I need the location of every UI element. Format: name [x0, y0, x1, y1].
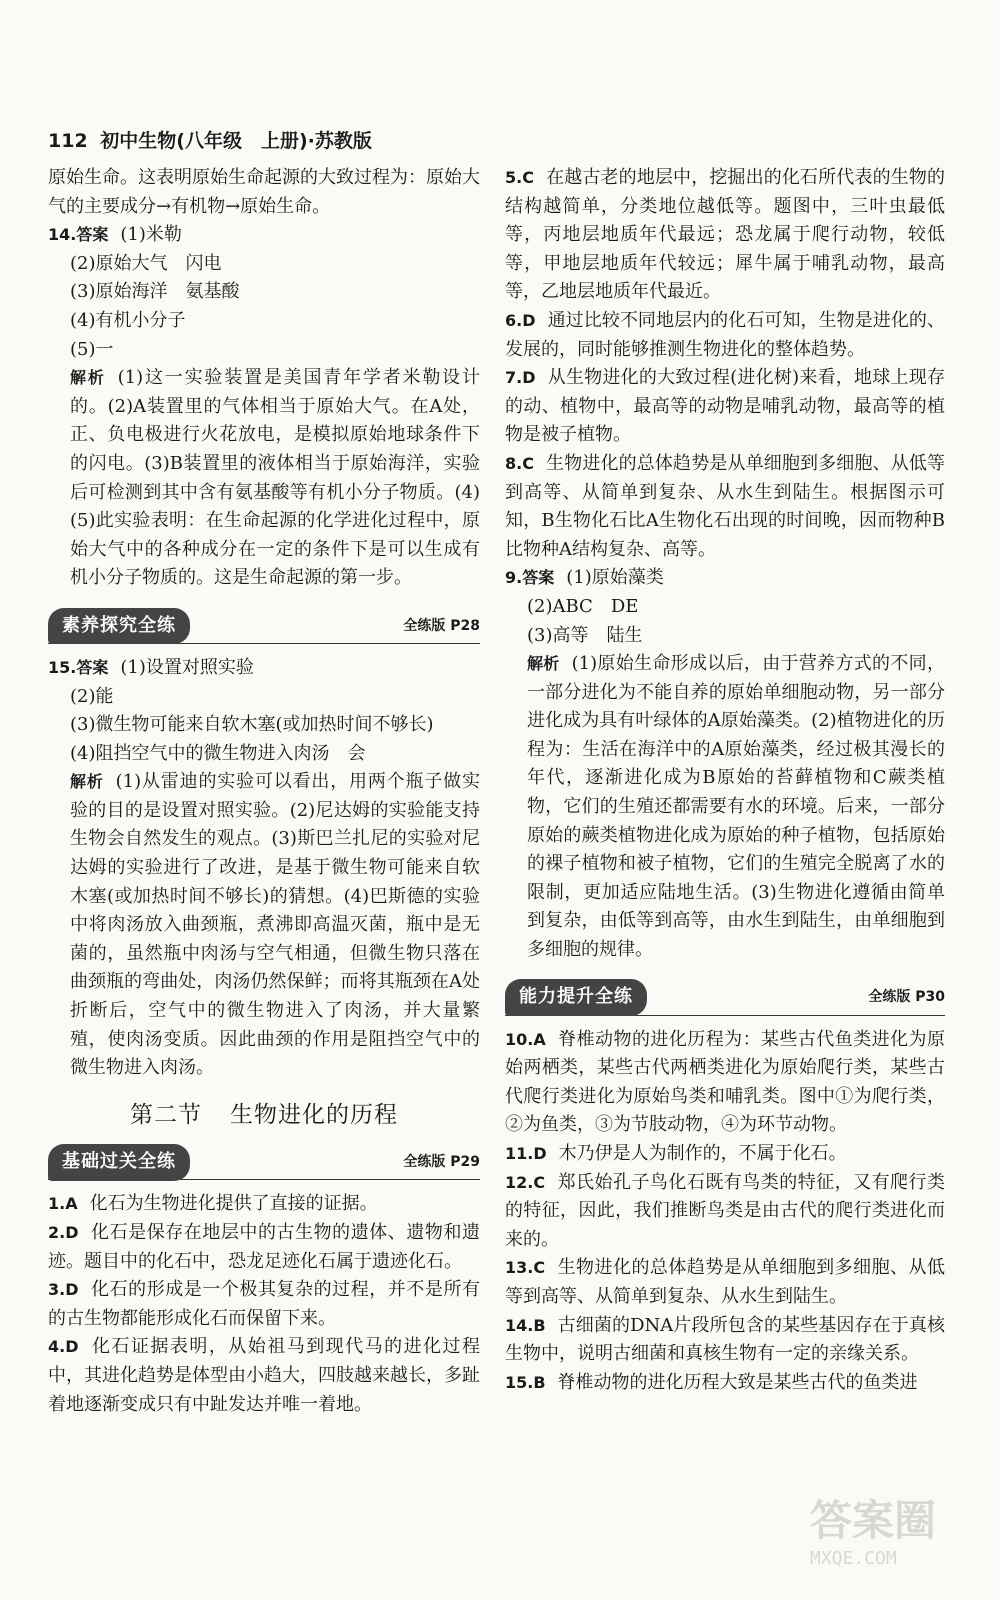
item-text: 木乃伊是人为制作的，不属于化石。	[558, 1143, 847, 1164]
item-key: 7.D	[505, 368, 536, 388]
banner-ref: 全练版 P29	[403, 1154, 480, 1171]
item-text: 从生物进化的大致过程(进化树)来看，地球上现存的动、植物中，最高等的动物是哺乳动物，最高等的植物是被子植物。	[505, 367, 945, 446]
answer-item	[505, 307, 945, 364]
answer-line: (4)阻挡空气中的微生物进入肉汤 会	[70, 742, 366, 764]
page-header	[48, 126, 372, 153]
question-15	[48, 654, 480, 1083]
question-number: 14.	[48, 225, 77, 245]
answer-item	[48, 1276, 480, 1333]
answer-item	[505, 364, 945, 450]
item-key: 15.B	[505, 1372, 546, 1392]
item-key: 8.C	[505, 453, 534, 473]
analysis-tag: 解析	[70, 772, 104, 792]
banner-ref: 全练版 P28	[403, 617, 480, 634]
item-key: 14.B	[505, 1315, 546, 1335]
answer-item	[48, 1219, 480, 1276]
watermark-logo	[810, 1488, 970, 1578]
right-column	[505, 164, 945, 1397]
answer-item	[505, 1369, 945, 1398]
item-key: 2.D	[48, 1223, 79, 1242]
question-9	[505, 564, 945, 964]
answer-tag: 答案	[76, 225, 109, 245]
answer-line: (3)微生物可能来自软木塞(或加热时间不够长)	[70, 714, 434, 736]
answer-line: (3)原始海洋 氨基酸	[70, 281, 240, 303]
analysis-text: (1)从雷迪的实验可以看出，用两个瓶子做实验的目的是设置对照实验。(2)尼达姆的实验能支持生物会自然发生的观点。(3)斯巴兰扎尼的实验对尼达姆的实验进行了改进，是基于微生物可能来自软木塞(或加热时间不够长)的猜想。(4)巴斯德的实验中将肉汤放入曲颈瓶，煮沸即高温灭菌，瓶中是无菌的，虽然瓶中肉汤与空气相通，但微生物只落在曲颈瓶的弯曲处，肉汤仍然保鲜；而将其瓶颈在A处折断后，空气中的微生物进入了肉汤，并大量繁殖，使肉汤变质。因此曲颈的作用是阻挡空气中的微生物进入肉汤。	[70, 771, 480, 1079]
answer-line: (1)原始藻类	[566, 567, 664, 589]
item-key: 4.D	[48, 1337, 79, 1357]
page-number: 112	[48, 130, 88, 152]
item-key: 3.D	[48, 1280, 79, 1300]
item-key: 13.C	[505, 1258, 546, 1278]
answer-tag: 答案	[522, 568, 555, 588]
question-number: 9.	[505, 568, 523, 588]
item-text: 生物进化的总体趋势是从单细胞到多细胞、从低等到高等、从简单到复杂、从水生到陆生。根据图示可知，B生物化石比A生物化石出现的时间晚，因而物种B比物种A结构复杂、高等。	[505, 452, 945, 560]
answer-line: (2)原始大气 闪电	[70, 252, 222, 274]
answer-item	[505, 164, 945, 307]
banner-ref: 全练版 P30	[868, 989, 945, 1006]
item-text: 化石为生物进化提供了直接的证据。	[89, 1193, 378, 1215]
item-text: 脊椎动物的进化历程大致是某些古代的鱼类进	[557, 1371, 918, 1393]
watermark-url: MXQE.COM	[810, 1548, 897, 1569]
item-key: 5.C	[505, 168, 534, 187]
analysis-text: (1)原始生命形成以后，由于营养方式的不同，一部分进化为不能自养的原始单细胞动物，另一部分进化成为具有叶绿体的A原始藻类。(2)植物进化的历程为：生活在海洋中的A原始藻类，经过极其漫长的年代，逐渐进化成为B原始的苔藓植物和C蕨类植物，它们的生殖还都需要有水的环境。后来，一部分原始的蕨类植物进化成为原始的种子植物，包括原始的裸子植物和被子植物，它们的生殖完全脱离了水的限制，更加适应陆地生活。(3)生物进化遵循由简单到复杂，由低等到高等，由水生到陆生，由单细胞到多细胞的规律。	[527, 653, 945, 961]
answer-tag: 答案	[76, 657, 109, 677]
item-text: 郑氏始孔子鸟化石既有鸟类的特征，又有爬行类的特征，因此，我们推断鸟类是由古代的爬行类进化而来的。	[505, 1171, 945, 1250]
item-text: 化石证据表明，从始祖马到现代马的进化过程中，其进化趋势是体型由小趋大，四肢越来越长，多趾着地逐渐变成只有中趾发达并唯一着地。	[48, 1336, 480, 1415]
item-text: 古细菌的DNA片段所包含的某些基因存在于真核生物中，说明古细菌和真核生物有一定的亲缘关系。	[505, 1314, 945, 1365]
left-column	[48, 164, 480, 1419]
answer-line: (3)高等 陆生	[527, 624, 643, 646]
item-key: 12.C	[505, 1172, 546, 1192]
question-14	[48, 221, 480, 593]
item-text: 在越古老的地层中，挖掘出的化石所代表的生物的结构越简单，分类地位越低等。题图中，三叶虫最低等，丙地层地质年代最远；恐龙属于爬行动物，较低等，甲地层地质年代较远；犀牛属于哺乳动物，最高等，乙地层地质年代最近。	[505, 167, 945, 303]
answer-item	[505, 1312, 945, 1369]
answer-line: (2)ABC DE	[527, 595, 639, 617]
item-key: 6.D	[505, 310, 536, 330]
answer-item	[505, 1169, 945, 1255]
item-key: 1.A	[48, 1194, 78, 1214]
analysis-tag: 解析	[527, 654, 560, 674]
answer-item	[505, 1026, 945, 1140]
answer-line: (4)有机小分子	[70, 309, 186, 331]
book-title: 初中生物(八年级 上册)·苏教版	[100, 130, 372, 152]
intro-text: 原始生命。这表明原始生命起源的大致过程为：原始大气的主要成分→有机物→原始生命。	[48, 167, 480, 217]
item-text: 生物进化的总体趋势是从单细胞到多细胞、从低等到高等、从简单到复杂、从水生到陆生。	[505, 1257, 945, 1307]
section-banner	[48, 609, 480, 644]
section-name: 生物进化的历程	[230, 1101, 398, 1128]
section-banner	[48, 1145, 480, 1180]
question-number: 15.	[48, 657, 77, 677]
answer-line: (1)米勒	[120, 224, 182, 246]
answer-item	[48, 1190, 480, 1219]
section-number: 第二节	[130, 1101, 202, 1128]
analysis-tag: 解析	[70, 368, 106, 388]
banner-label: 能力提升全练	[505, 979, 647, 1016]
banner-label: 基础过关全练	[48, 1144, 190, 1181]
answer-item	[48, 1333, 480, 1419]
answer-line: (5)一	[70, 338, 114, 360]
section-banner	[505, 981, 945, 1016]
item-text: 化石是保存在地层中的古生物的遗体、遗物和遗迹。题目中的化石中，恐龙足迹化石属于遗迹化石。	[48, 1222, 480, 1272]
item-text: 化石的形成是一个极其复杂的过程，并不是所有的古生物都能形成化石而保留下来。	[48, 1279, 480, 1329]
answer-item	[505, 450, 945, 564]
answer-item	[505, 1140, 945, 1169]
section-title	[48, 1101, 480, 1130]
item-key: 11.D	[505, 1144, 547, 1163]
answer-line: (2)能	[70, 685, 114, 707]
banner-label: 素养探究全练	[48, 608, 190, 645]
analysis-text: (1)这一实验装置是美国青年学者米勒设计的。(2)A装置里的气体相当于原始大气。在A处，正、负电极进行火花放电，是模拟原始地球条件下的闪电。(3)B装置里的液体相当于原始海洋，实验后可检测到其中含有氨基酸等有机小分子物质。(4)(5)此实验表明：在生命起源的化学进化过程中，原始大气中的各种成分在一定的条件下是可以生成有机小分子物质的。这是生命起源的第一步。	[70, 367, 480, 589]
item-text: 通过比较不同地层内的化石可知，生物是进化的、发展的，同时能够推测生物进化的整体趋势。	[505, 309, 945, 360]
answer-line: (1)设置对照实验	[120, 656, 254, 678]
item-text: 脊椎动物的进化历程为：某些古代鱼类进化为原始两栖类，某些古代两栖类进化为原始爬行类，某些古代爬行类进化为原始鸟类和哺乳类。图中①为爬行类，②为鱼类，③为节肢动物，④为环节动物。	[505, 1028, 945, 1136]
answer-item	[505, 1254, 945, 1311]
watermark-text: 答案圈	[810, 1496, 937, 1545]
item-key: 10.A	[505, 1029, 546, 1049]
